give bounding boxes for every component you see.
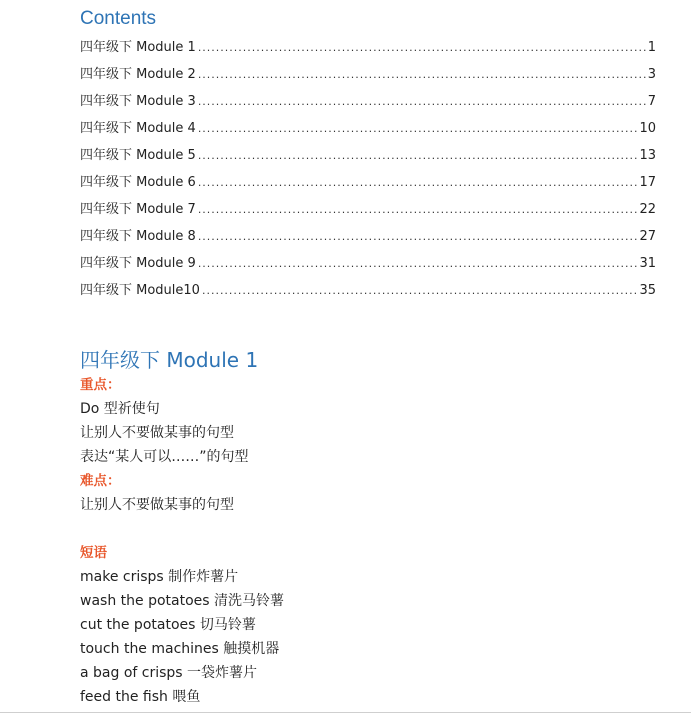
toc-title: Contents <box>80 8 157 29</box>
key-point: 让别人不要做某事的句型 <box>80 425 234 441</box>
phrases-heading: 短语 <box>80 545 107 561</box>
phrase-item: wash the potatoes 清洗马铃薯 <box>80 593 285 609</box>
toc-entry-label: 四年级下 Module 7 <box>80 202 196 217</box>
toc-leader-dots <box>198 257 638 270</box>
key-point: Do 型祈使句 <box>80 401 160 417</box>
toc-entry-label: 四年级下 Module 3 <box>80 94 196 109</box>
key-points-heading: 重点： <box>80 377 121 393</box>
phrase-item: feed the fish 喂鱼 <box>80 689 201 705</box>
toc-entry-label: 四年级下 Module10 <box>80 283 200 298</box>
toc-entry[interactable] <box>80 279 656 306</box>
toc-leader-dots <box>198 41 646 54</box>
page-bottom-divider <box>0 712 691 713</box>
toc-leader-dots <box>202 284 638 297</box>
toc-entry-page: 31 <box>639 256 656 271</box>
toc-entry-page: 13 <box>639 148 656 163</box>
toc-entry-label: 四年级下 Module 1 <box>80 40 196 55</box>
toc-entry-label: 四年级下 Module 2 <box>80 67 196 82</box>
toc-entry[interactable] <box>80 198 656 225</box>
toc-entry[interactable] <box>80 36 656 63</box>
toc-entry-label: 四年级下 Module 8 <box>80 229 196 244</box>
phrase-item: a bag of crisps 一袋炸薯片 <box>80 665 258 681</box>
toc-entry-label: 四年级下 Module 5 <box>80 148 196 163</box>
paragraph-gap <box>80 517 640 541</box>
toc-entry-page: 1 <box>647 40 656 55</box>
toc-entry[interactable] <box>80 90 656 117</box>
toc-entry-page: 22 <box>639 202 656 217</box>
phrase-item: touch the machines 触摸机器 <box>80 641 280 657</box>
toc-leader-dots <box>198 176 638 189</box>
difficult-point: 让别人不要做某事的句型 <box>80 497 234 513</box>
toc-leader-dots <box>198 203 638 216</box>
toc-leader-dots <box>198 95 646 108</box>
toc-entry-page: 3 <box>647 67 656 82</box>
toc-entry-page: 27 <box>639 229 656 244</box>
section-title: 四年级下 Module 1 <box>80 348 259 372</box>
toc-entry-label: 四年级下 Module 4 <box>80 121 196 136</box>
phrase-item: cut the potatoes 切马铃薯 <box>80 617 256 633</box>
toc-entry-page: 7 <box>647 94 656 109</box>
toc-leader-dots <box>198 68 646 81</box>
section-content <box>80 373 640 709</box>
toc-entry[interactable] <box>80 252 656 279</box>
toc-entry-label: 四年级下 Module 6 <box>80 175 196 190</box>
table-of-contents <box>80 36 656 306</box>
toc-leader-dots <box>198 149 638 162</box>
key-point: 表达“某人可以……”的句型 <box>80 449 249 465</box>
toc-entry-page: 17 <box>639 175 656 190</box>
difficult-points-heading: 难点： <box>80 473 121 489</box>
toc-leader-dots <box>198 230 638 243</box>
phrase-item: make crisps 制作炸薯片 <box>80 569 239 585</box>
toc-entry-page: 35 <box>639 283 656 298</box>
toc-entry[interactable] <box>80 63 656 90</box>
toc-entry[interactable] <box>80 117 656 144</box>
toc-leader-dots <box>198 122 638 135</box>
toc-entry-page: 10 <box>639 121 656 136</box>
toc-entry-label: 四年级下 Module 9 <box>80 256 196 271</box>
toc-entry[interactable] <box>80 144 656 171</box>
toc-entry[interactable] <box>80 171 656 198</box>
toc-entry[interactable] <box>80 225 656 252</box>
